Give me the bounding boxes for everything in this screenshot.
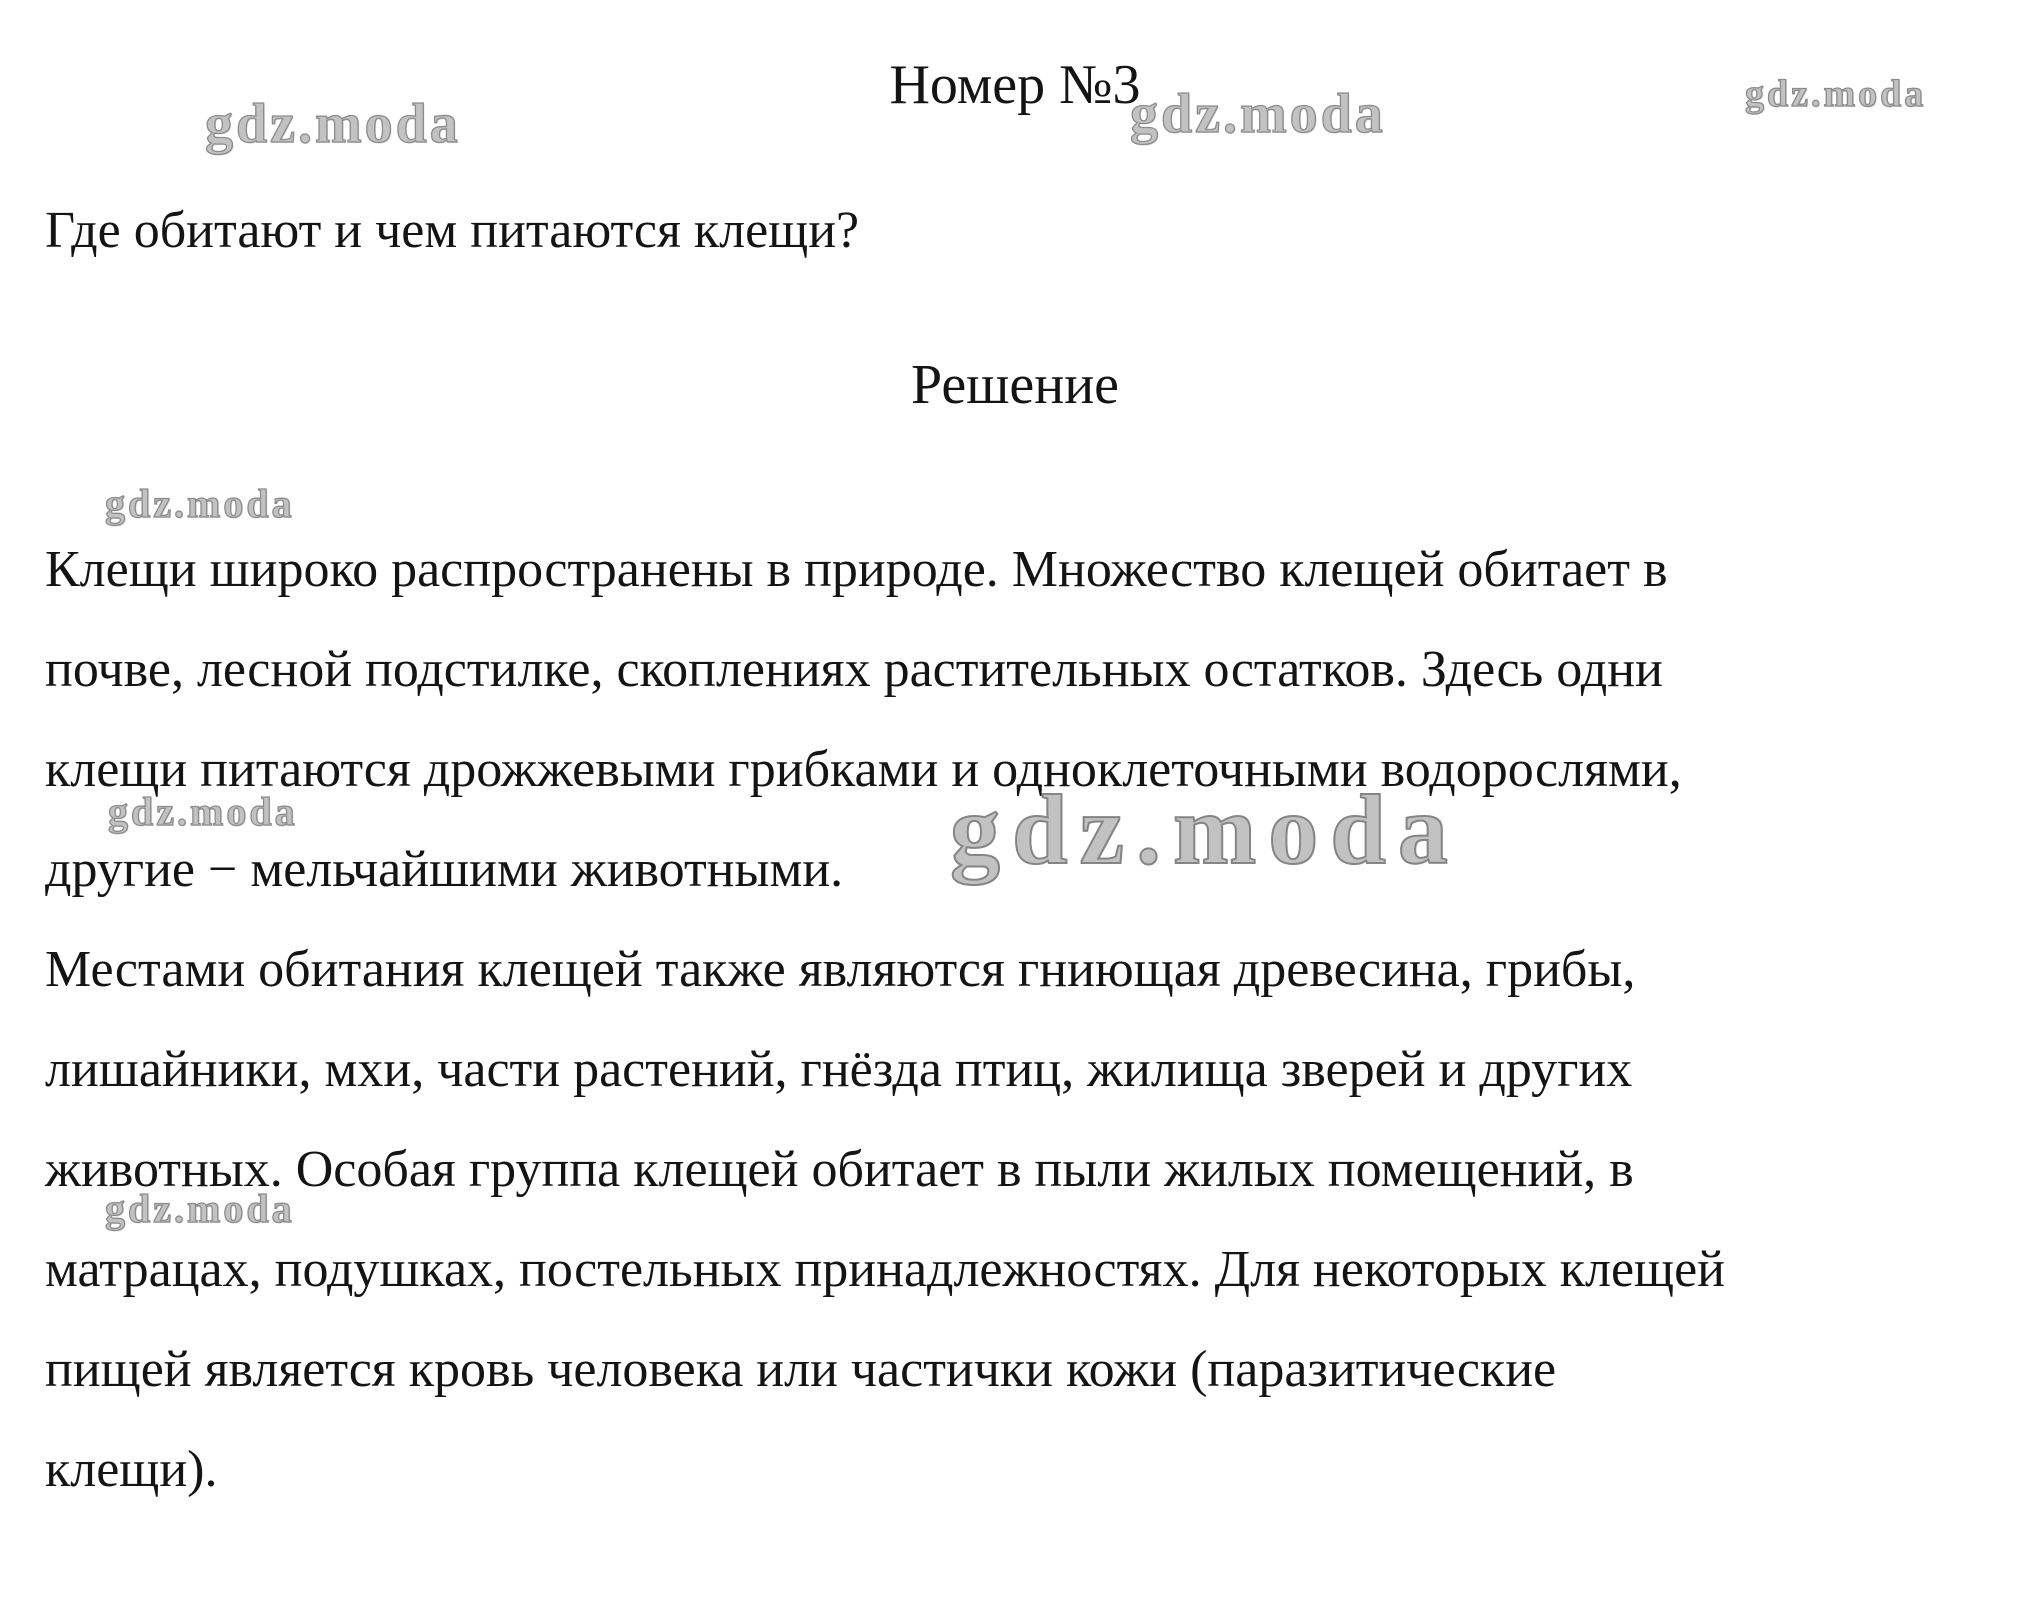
watermark-large-center: gdz.moda xyxy=(950,774,1460,885)
watermark-small-3: gdz.moda xyxy=(105,1186,295,1231)
question-text: Где обитают и чем питаются клещи? xyxy=(45,202,860,259)
watermark-top-right: gdz.moda xyxy=(1745,73,1927,115)
page-title: Номер №3 xyxy=(889,54,1141,116)
solution-paragraph-1 xyxy=(45,520,1682,920)
text-line: животных. Особая группа клещей обитает в пыли жилых помещений, в xyxy=(45,1141,1634,1198)
watermark-top-left: gdz.moda xyxy=(205,93,461,155)
watermark-small-1: gdz.moda xyxy=(105,481,295,526)
text-line: другие − мельчайшими животными. xyxy=(45,841,844,898)
watermark-small-2: gdz.moda xyxy=(108,789,298,834)
watermark-top-center: gdz.moda xyxy=(1130,83,1386,145)
text-line: лишайники, мхи, части растений, гнёзда птиц, жилища зверей и других xyxy=(45,1041,1633,1098)
text-line: матрацах, подушках, постельных принадлежностях. Для некоторых клещей xyxy=(45,1241,1725,1298)
text-line: Клещи широко распространены в природе. Множество клещей обитает в xyxy=(45,541,1668,598)
text-line: пищей является кровь человека или частички кожи (паразитические xyxy=(45,1341,1557,1398)
text-line: клещи). xyxy=(45,1441,218,1498)
text-line: клещи питаются дрожжевыми грибками и одноклеточными водорослями, xyxy=(45,741,1682,798)
solution-heading: Решение xyxy=(910,354,1120,416)
text-line: почве, лесной подстилке, скоплениях растительных остатков. Здесь одни xyxy=(45,641,1663,698)
text-line: Местами обитания клещей также являются гниющая древесина, грибы, xyxy=(45,941,1636,998)
solution-paragraph-2 xyxy=(45,920,1725,1520)
